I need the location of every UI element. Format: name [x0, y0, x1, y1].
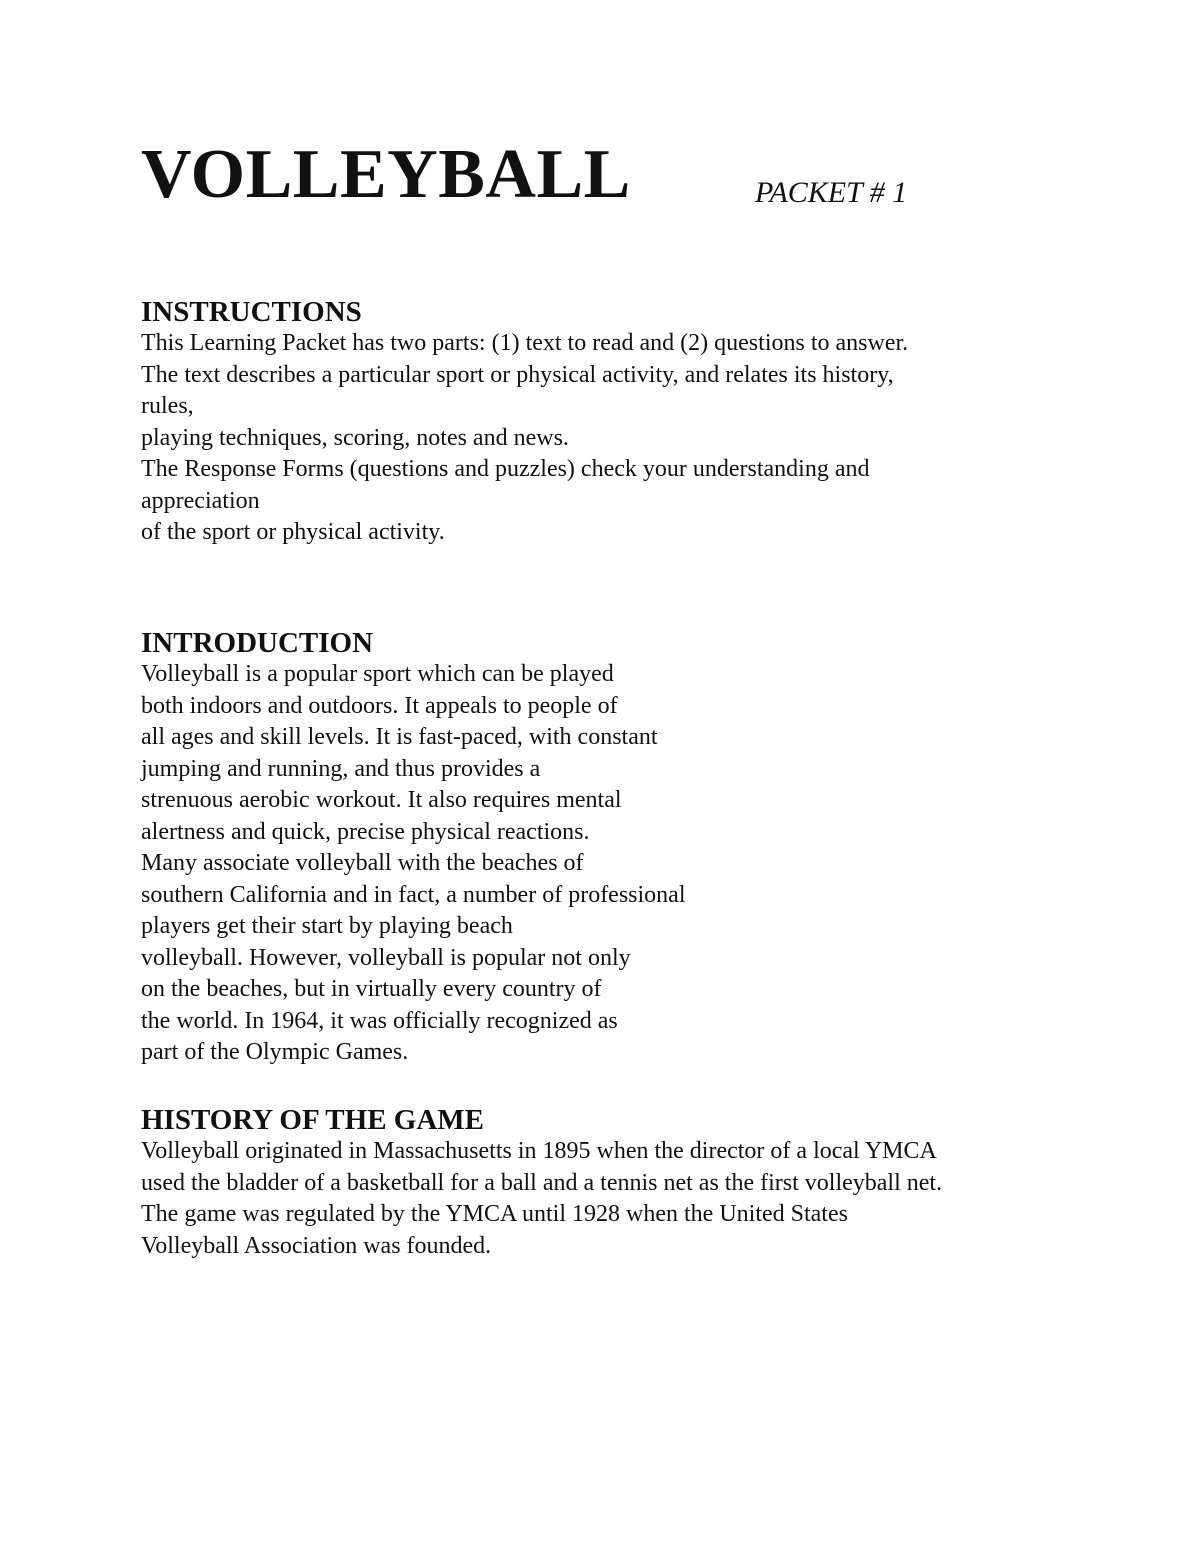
instructions-line: appreciation	[141, 487, 260, 514]
introduction-line: jumping and running, and thus provides a	[141, 755, 541, 782]
introduction-line: the world. In 1964, it was officially recognized as	[141, 1007, 618, 1034]
history-line: Volleyball originated in Massachusetts in 1895 when the director of a local YMCA	[141, 1138, 937, 1164]
instructions-section	[141, 296, 908, 549]
introduction-line: both indoors and outdoors. It appeals to people of	[141, 692, 618, 719]
introduction-line: strenuous aerobic workout. It also requires mental	[141, 787, 622, 813]
introduction-line: on the beaches, but in virtually every country of	[141, 976, 602, 1002]
instructions-line: The text describes a particular sport or physical activity, and relates its history,	[141, 361, 894, 388]
introduction-line: Volleyball is a popular sport which can be played	[141, 661, 614, 687]
instructions-line: playing techniques, scoring, notes and news.	[141, 424, 569, 451]
introduction-line: players get their start by playing beach	[141, 913, 513, 939]
instructions-line: This Learning Packet has two parts: (1) text to read and (2) questions to answer.	[141, 330, 909, 356]
introduction-line: southern California and in fact, a number of professional	[141, 881, 686, 908]
introduction-section	[141, 627, 686, 1069]
introduction-line: alertness and quick, precise physical reactions.	[141, 818, 590, 845]
instructions-line: rules,	[141, 393, 194, 419]
history-line: used the bladder of a basketball for a ball and a tennis net as the first volleyball net.	[141, 1169, 943, 1196]
document-title: VOLLEYBALL	[141, 136, 631, 213]
instructions-line: of the sport or physical activity.	[141, 519, 445, 545]
packet-number: PACKET # 1	[755, 176, 908, 209]
history-section	[141, 1104, 942, 1262]
history-line: Volleyball Association was founded.	[141, 1232, 492, 1259]
introduction-line: part of the Olympic Games.	[141, 1039, 409, 1065]
instructions-line: The Response Forms (questions and puzzles) check your understanding and	[141, 456, 870, 482]
introduction-line: all ages and skill levels. It is fast-paced, with constant	[141, 724, 658, 750]
introduction-heading: INTRODUCTION	[141, 627, 374, 659]
introduction-line: Many associate volleyball with the beaches of	[141, 850, 584, 876]
history-heading: HISTORY OF THE GAME	[141, 1104, 485, 1136]
instructions-heading: INSTRUCTIONS	[141, 296, 362, 328]
introduction-line: volleyball. However, volleyball is popular not only	[141, 944, 631, 971]
history-line: The game was regulated by the YMCA until 1928 when the United States	[141, 1201, 848, 1227]
